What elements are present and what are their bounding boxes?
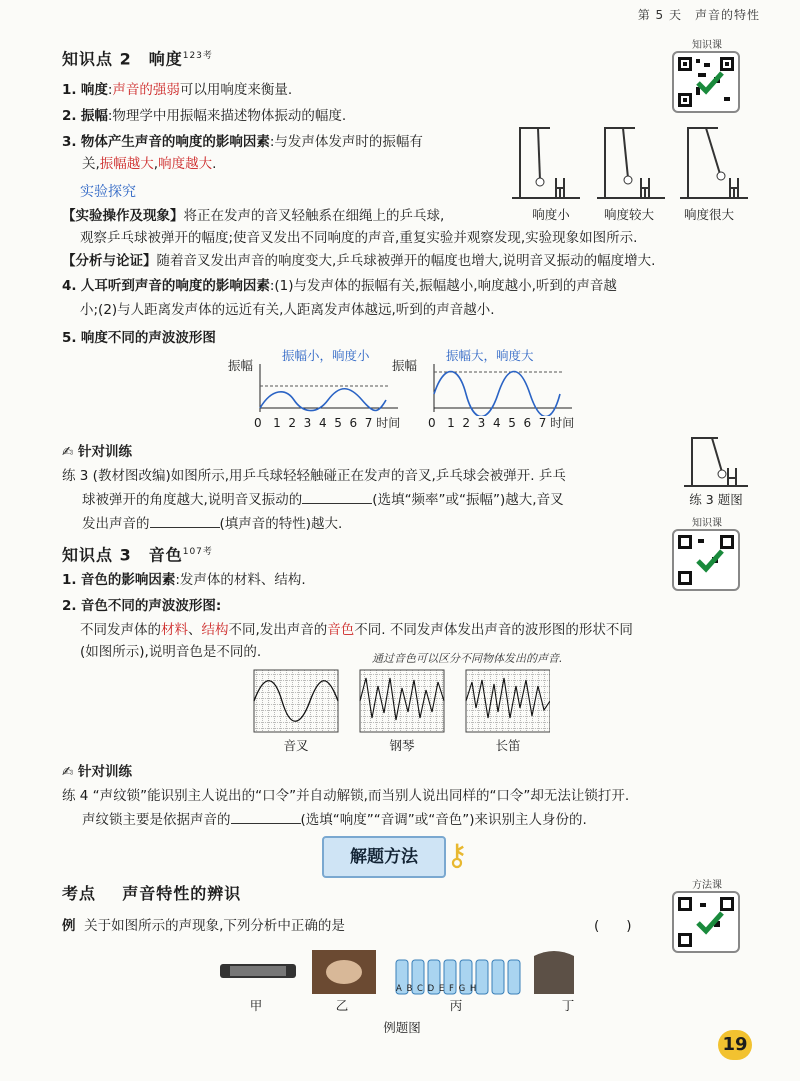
- tick: 3: [303, 416, 312, 430]
- kp2-item-5: [62, 326, 752, 350]
- text-fragment: 不同. 不同发声体发出声音的波形图的形状不同: [354, 622, 633, 638]
- ex3-blank-2[interactable]: [150, 513, 220, 528]
- example-caption-3: 丙: [449, 998, 463, 1013]
- exercise-4-line1: 练 4 “声纹锁”能识别主人说出的“口令”并自动解锁,而当别人说出同样的“口令”却无法让锁打开.: [62, 788, 630, 804]
- kp2-i1-b: 声音的强弱: [112, 82, 180, 98]
- kp2-title: 知识点 2 响度: [62, 49, 183, 69]
- timbre-caption-1: 音叉: [283, 738, 309, 753]
- example-answer-paren[interactable]: ( ): [594, 918, 632, 934]
- tick: 4: [492, 416, 501, 430]
- fork-caption-2: 响度较大: [603, 207, 654, 222]
- pencil-icon: ✍: [62, 764, 74, 780]
- qr-method[interactable]: [672, 876, 742, 957]
- knowledge-point-3-title: [62, 540, 752, 567]
- wave-small-note: 振幅小，响度小: [282, 348, 370, 363]
- op-text1: 将正在发声的音叉轻触系在细绳上的乒乓球,: [183, 208, 445, 224]
- experiment-op-line2: 观察乒乓球被弹开的幅度;使音叉发出不同响度的声音,重复实验并观察发现,实验现象如图所示.: [80, 230, 638, 246]
- training-label: 针对训练: [78, 764, 133, 780]
- experiment-analysis: [62, 249, 752, 273]
- highlight-text: 响度越大: [158, 156, 213, 172]
- tick: 0: [428, 416, 436, 430]
- page-number: 19: [718, 1030, 752, 1060]
- kp3-line1: [80, 618, 770, 642]
- pencil-icon: ✍: [62, 444, 74, 460]
- tick: 0: [254, 416, 262, 430]
- text-fragment: 不同发声体的: [80, 622, 161, 638]
- item4-text1: :(1)与发声体的振幅有关,振幅越小,响度越小,听到的声音越: [269, 278, 617, 294]
- kp2-i3-text: :与发声体发声时的振幅有: [269, 134, 423, 150]
- ex4-text: (选填“响度”“音调”或“音色”)来识别主人身份的.: [300, 812, 587, 828]
- ex4-text: 声纹锁主要是依据声音的: [82, 812, 231, 828]
- qr-label: 方法课: [692, 880, 722, 891]
- kp2-i3-num: 3.: [62, 134, 77, 150]
- highlight-text: 音色: [327, 622, 355, 638]
- kp3-i1-text: :发声体的材料、结构.: [175, 572, 306, 588]
- method-section-title: 解题方法: [322, 836, 446, 878]
- analysis-label: 【分析与论证】: [62, 253, 157, 269]
- tick: 6: [523, 416, 532, 430]
- example-caption-1: 甲: [249, 998, 263, 1013]
- kp3-item-2: [62, 594, 752, 618]
- training-label: 针对训练: [78, 444, 133, 460]
- tick: 2: [288, 416, 297, 430]
- experiment-title: 实验探究: [80, 184, 136, 200]
- highlight-text: 结构: [201, 622, 229, 638]
- kp2-i1-a: :: [107, 82, 113, 98]
- kp2-i1-label: 响度: [80, 82, 108, 98]
- item4-label: 人耳听到声音的响度的影响因素: [80, 278, 270, 294]
- ex3-text: (填声音的特性)越大.: [219, 516, 343, 532]
- wave-large-plot: [432, 364, 577, 416]
- kp2-i3-label: 物体产生声音的响度的影响因素: [80, 134, 270, 150]
- item5-label: 响度不同的声波波形图: [80, 330, 216, 346]
- exercise-3-line2: [82, 488, 682, 512]
- text-fragment: 、: [188, 622, 202, 638]
- kp3-sup: 107考: [182, 547, 213, 557]
- wave-small-ticks: [254, 414, 414, 431]
- kp2-i1-c: 可以用响度来衡量.: [179, 82, 293, 98]
- wave-large-xlabel: 时间: [550, 416, 575, 430]
- wave-small-xlabel: 时间: [376, 416, 401, 430]
- training-heading-1: [62, 440, 752, 464]
- handwritten-note: 通过音色可以区分不同物体发出的声音.: [372, 652, 563, 665]
- exercise-3-fig-label: 练 3 题图: [689, 492, 743, 507]
- kp2-sup: 123考: [182, 51, 213, 61]
- example-question: [62, 914, 662, 938]
- exercise-4-line2: [82, 808, 772, 832]
- exam-label: 考点: [62, 884, 97, 903]
- wave-small-ylabel: 振幅: [228, 358, 254, 373]
- fork-caption-1: 响度小: [532, 207, 570, 222]
- timbre-waveforms: [250, 668, 550, 738]
- qr-label: 知识课: [692, 518, 722, 529]
- tick: 1: [447, 416, 455, 430]
- kp2-i2-num: 2.: [62, 108, 77, 124]
- wave-small-plot: [258, 364, 403, 416]
- tick: 3: [477, 416, 486, 430]
- kp2-i2-text: :物理学中用振幅来描述物体振动的幅度.: [107, 108, 347, 124]
- ex3-text: 球被弹开的角度越大,说明音叉振动的: [82, 492, 303, 508]
- example-label: 例: [62, 918, 76, 934]
- kp3-i2-num: 2.: [62, 598, 77, 614]
- exercise-3-line1: 练 3 (教材图改编)如图所示,用乒乓球轻轻触碰正在发声的音叉,乒乓球会被弹开. 乒乓: [62, 468, 566, 484]
- knowledge-point-2-title: [62, 44, 752, 71]
- kp3-i1-num: 1.: [62, 572, 77, 588]
- kp3-title: 知识点 3 音色: [62, 545, 183, 565]
- tick: 7: [364, 416, 373, 430]
- kp2-item-4: [62, 274, 752, 298]
- example-caption-2: 乙: [335, 998, 349, 1013]
- text-fragment: .: [212, 156, 217, 172]
- tick: 2: [462, 416, 471, 430]
- wave-large-ylabel: 振幅: [392, 358, 418, 373]
- exam-point: [62, 882, 752, 906]
- page-header: 第 5 天 声音的特性: [637, 8, 760, 22]
- item5-num: 5.: [62, 330, 77, 346]
- wave-large-note: 振幅大，响度大: [446, 348, 534, 363]
- example-text: 关于如图所示的声现象,下列分析中正确的是: [84, 918, 345, 934]
- tick: 7: [538, 416, 547, 430]
- kp3-i2-label: 音色不同的声波波形图:: [80, 598, 222, 614]
- exam-title: 声音特性的辨识: [122, 884, 242, 903]
- training-heading-2: [62, 760, 752, 784]
- tick: 5: [508, 416, 516, 430]
- exercise-3-line3: [82, 512, 582, 536]
- analysis-text: 随着音叉发出声音的响度变大,乒乓球被弹开的幅度也增大,说明音叉振动的幅度增大.: [156, 253, 656, 269]
- kp2-item-4-line2: 小;(2)与人距离发声体的远近有关,人距离发声体越远,听到的声音越小.: [80, 302, 495, 318]
- ex3-text: 发出声音的: [82, 516, 150, 532]
- timbre-caption-2: 钢琴: [389, 738, 415, 753]
- example-caption-4: 丁: [561, 998, 575, 1013]
- ex4-blank[interactable]: [231, 809, 301, 824]
- wave-large-ticks: [428, 414, 598, 431]
- bottle-letters: A B C D E F G H: [396, 984, 478, 994]
- kp3-item-1: [62, 568, 752, 592]
- item4-num: 4.: [62, 278, 77, 294]
- tick: 6: [349, 416, 358, 430]
- text-fragment: 关,: [82, 156, 100, 172]
- kp3-i1-label: 音色的影响因素: [80, 572, 176, 588]
- experiment-op-line1: [62, 204, 752, 228]
- example-fig-label: 例题图: [383, 1020, 421, 1035]
- key-icon: ⚷: [446, 838, 468, 873]
- wave-large-graph: [392, 350, 592, 430]
- highlight-text: 材料: [161, 622, 188, 638]
- qr-code-icon: [672, 891, 740, 953]
- kp3-line2: (如图所示),说明音色是不同的.: [80, 644, 262, 660]
- exercise-3-figure: [682, 432, 752, 492]
- ex3-blank-1[interactable]: [302, 489, 372, 504]
- timbre-caption-3: 长笛: [495, 738, 521, 753]
- op-label: 【实验操作及现象】: [62, 208, 184, 224]
- tick: 1: [273, 416, 281, 430]
- fork-caption-3: 响度很大: [683, 207, 734, 222]
- text-fragment: 不同,发出声音的: [228, 622, 328, 638]
- kp2-item-1: [62, 78, 752, 102]
- tick: 5: [334, 416, 342, 430]
- highlight-text: 振幅越大: [99, 156, 154, 172]
- kp2-i1-num: 1.: [62, 82, 77, 98]
- text-fragment: ,: [153, 156, 159, 172]
- qr-label: 知识课: [692, 40, 722, 51]
- ex3-text: (选填“频率”或“振幅”)越大,音叉: [372, 492, 564, 508]
- tick: 4: [318, 416, 327, 430]
- kp2-i2-label: 振幅: [80, 108, 108, 124]
- wave-small-graph: [228, 348, 401, 430]
